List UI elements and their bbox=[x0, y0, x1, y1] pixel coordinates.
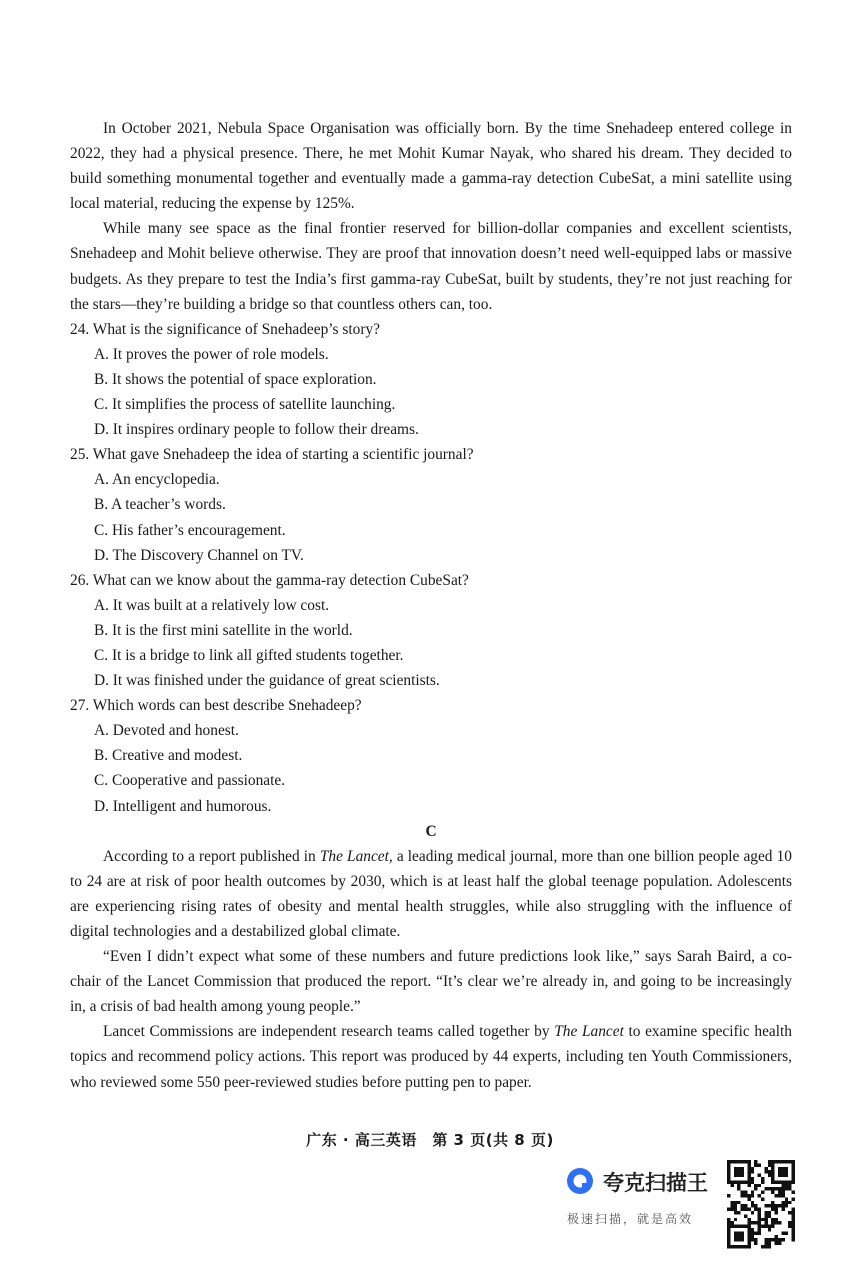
question-stem: 27. Which words can best describe Snehadeep? bbox=[70, 697, 362, 715]
watermark-slogan: 极速扫描，就是高效 bbox=[567, 1212, 694, 1226]
question-24 bbox=[70, 317, 792, 442]
answer-option: B. A teacher’s words. bbox=[94, 496, 226, 514]
question-stem: 24. What is the significance of Snehadeep’s story? bbox=[70, 320, 381, 338]
question-stem: 26. What can we know about the gamma-ray detection CubeSat? bbox=[70, 571, 469, 589]
journal-title: The Lancet bbox=[554, 1023, 624, 1041]
passage-paragraph: “Even I didn’t expect what some of these numbers and future predictions look like,” says Sarah Baird, a co-chair of the Lancet Commission that produced the report. “It’s clear we’re already in, and going to be increasingly in, a crisis of bad health among young people.” bbox=[70, 948, 792, 1016]
answer-option: D. It was finished under the guidance of great scientists. bbox=[94, 672, 440, 690]
answer-option: C. His father’s encouragement. bbox=[94, 521, 286, 539]
answer-option: B. It is the first mini satellite in the world. bbox=[94, 621, 353, 639]
answer-option: C. Cooperative and passionate. bbox=[94, 772, 286, 790]
answer-option: B. Creative and modest. bbox=[94, 747, 243, 765]
answer-option: B. It shows the potential of space exploration. bbox=[94, 370, 377, 388]
text-run: , a leading medical journal, more than one billion people aged 10 to 24 are at risk of poor health outcomes by 2030, which is at least half the global teenage population. Adolescents are experiencing rising rates of obesity and mental health struggles, while also struggling with the influence of digital technologies and a destabilized global climate. bbox=[70, 847, 792, 940]
question-25 bbox=[70, 442, 792, 567]
question-27 bbox=[70, 693, 792, 818]
answer-option: D. It inspires ordinary people to follow their dreams. bbox=[94, 421, 419, 439]
quark-logo-icon bbox=[565, 1166, 595, 1196]
qr-code-icon bbox=[727, 1160, 795, 1250]
answer-option: D. Intelligent and humorous. bbox=[94, 797, 272, 815]
section-heading: C bbox=[425, 822, 437, 840]
page-footer: 广东 · 高三英语 第 3 页(共 8 页) bbox=[306, 1131, 554, 1149]
watermark-brand: 夸克扫描王 bbox=[603, 1171, 708, 1195]
answer-option: A. It was built at a relatively low cost. bbox=[94, 596, 330, 614]
answer-option: C. It is a bridge to link all gifted students together. bbox=[94, 646, 404, 664]
question-26 bbox=[70, 568, 792, 693]
answer-option: A. It proves the power of role models. bbox=[94, 345, 329, 363]
text-run: to examine specific health topics and recommend policy actions. This report was produced by 44 experts, including ten Youth Commissioners, who reviewed some 550 peer-reviewed studies before putting pen to paper. bbox=[70, 1023, 792, 1091]
answer-option: C. It simplifies the process of satellite launching. bbox=[94, 396, 396, 414]
scanner-watermark bbox=[565, 1160, 801, 1252]
page-content bbox=[70, 116, 792, 1095]
text-run: Lancet Commissions are independent research teams called together by bbox=[103, 1023, 555, 1041]
answer-option: A. Devoted and honest. bbox=[94, 722, 239, 740]
question-stem: 25. What gave Snehadeep the idea of starting a scientific journal? bbox=[70, 446, 474, 464]
passage-paragraph: In October 2021, Nebula Space Organisation was officially born. By the time Snehadeep entered college in 2022, they had a physical presence. There, he met Mohit Kumar Nayak, who shared his dream. They decided to build something monumental together and eventually made a gamma-ray detection CubeSat, a mini satellite using local material, reducing the expense by 125%. bbox=[70, 120, 792, 213]
journal-title: The Lancet bbox=[319, 847, 389, 865]
answer-option: A. An encyclopedia. bbox=[94, 471, 220, 489]
passage-paragraph bbox=[70, 1019, 792, 1094]
text-run: According to a report published in bbox=[103, 847, 320, 865]
passage-paragraph bbox=[70, 844, 792, 944]
passage-paragraph: While many see space as the final frontier reserved for billion-dollar companies and excellent scientists, Snehadeep and Mohit believe otherwise. They are proof that innovation doesn’t need well-equipped labs or massive budgets. As they prepare to test the India’s first gamma-ray CubeSat, built by students, they’re not just reaching for the stars—they’re building a bridge so that countless others can, too. bbox=[70, 220, 792, 313]
answer-option: D. The Discovery Channel on TV. bbox=[94, 546, 304, 564]
